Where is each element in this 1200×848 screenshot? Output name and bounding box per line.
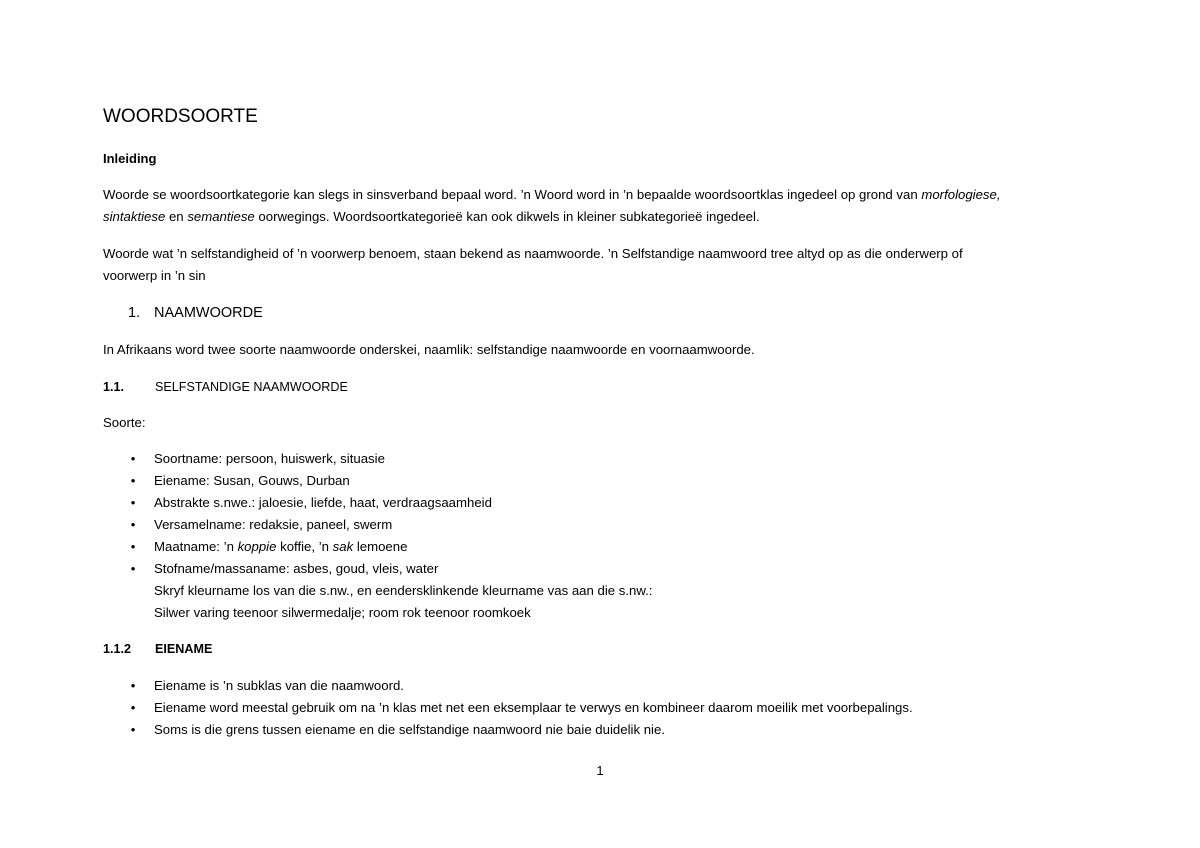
- page-number: 1: [596, 763, 604, 778]
- list-item-text: lemoene: [353, 539, 408, 554]
- section-title: NAAMWOORDE: [154, 305, 263, 321]
- list-item: [128, 536, 652, 558]
- list-item-text: Eiename word meestal gebruik om na ’n klas met net een eksemplaar te verwys en kombineer daarom moeilik met voorbepalings.: [154, 700, 913, 715]
- list-item-text: Eiename is ’n subklas van die naamwoord.: [154, 678, 404, 693]
- intro-p2-line-1: Woorde wat ’n selfstandigheid of ’n voorwerp benoem, staan bekend as naamwoorde. ’n Selfstandige naamwoord tree altyd op as die onderwerp of: [103, 246, 963, 261]
- intro-p1-line-1: [103, 184, 1001, 206]
- section-heading-naamwoorde: [128, 303, 263, 323]
- subsection-title: EIENAME: [155, 642, 213, 656]
- bullet-icon: •: [130, 678, 136, 693]
- soorte-list: [128, 448, 652, 624]
- kleurname-note: Skryf kleurname los van die s.nw., en eendersklinkende kleurname vas aan die s.nw.:: [154, 583, 653, 598]
- intro-p1-text: Woorde se woordsoortkategorie kan slegs in sinsverband bepaal word. ’n Woord word in ’n bepaalde woordsoortklas ingedeel op grond van: [103, 187, 922, 202]
- bullet-icon: •: [130, 561, 136, 576]
- list-item: [128, 719, 913, 741]
- subsection-heading-selfstandige: [103, 378, 348, 396]
- document-title: WOORDSOORTE: [103, 106, 258, 127]
- subsection-title: SELFSTANDIGE NAAMWOORDE: [155, 380, 348, 394]
- list-item-text: Versamelname: redaksie, paneel, swerm: [154, 517, 393, 532]
- bullet-icon: •: [130, 495, 136, 510]
- subsection-number: 1.1.: [103, 380, 125, 394]
- list-item: [128, 514, 652, 536]
- list-item-text: Eiename: Susan, Gouws, Durban: [154, 473, 350, 488]
- list-item-text: koffie, ’n: [276, 539, 333, 554]
- list-item: [128, 675, 913, 697]
- list-item-text: Stofname/massaname: asbes, goud, vleis, water: [154, 561, 439, 576]
- intro-heading: Inleiding: [103, 151, 157, 166]
- intro-p1-text: en: [165, 209, 188, 224]
- list-item-text: Abstrakte s.nwe.: jaloesie, liefde, haat, verdraagsaamheid: [154, 495, 492, 510]
- bullet-icon: •: [130, 473, 136, 488]
- intro-p1-text: oorwegings. Woordsoortkategorieë kan ook dikwels in kleiner subkategorieë ingedeel.: [254, 209, 760, 224]
- intro-p1-emphasis: semantiese: [187, 209, 255, 224]
- list-item-text: Maatname: ’n: [154, 539, 238, 554]
- intro-paragraph-1: [103, 184, 1001, 228]
- bullet-icon: •: [130, 451, 136, 466]
- bullet-icon: •: [130, 517, 136, 532]
- intro-p2-line-2: voorwerp in ’n sin: [103, 268, 206, 283]
- section-number: 1.: [128, 305, 141, 321]
- intro-p1-line-2: [103, 206, 1001, 228]
- section-1-text: In Afrikaans word twee soorte naamwoorde onderskei, naamlik: selfstandige naamwoorde en voornaamwoorde.: [103, 342, 755, 357]
- subsection-heading-eiename: [103, 640, 212, 658]
- list-item: [128, 697, 913, 719]
- eiename-list: [128, 675, 913, 741]
- intro-paragraph-2: [103, 243, 963, 287]
- kleurname-example: Silwer varing teenoor silwermedalje; room rok teenoor roomkoek: [154, 605, 531, 620]
- list-item: [128, 470, 652, 492]
- list-item: [128, 448, 652, 470]
- bullet-icon: •: [130, 700, 136, 715]
- bullet-icon: •: [130, 722, 136, 737]
- list-item: [128, 492, 652, 514]
- bullet-icon: •: [130, 539, 136, 554]
- soorte-label: Soorte:: [103, 415, 146, 430]
- list-item-emphasis: sak: [332, 539, 354, 554]
- list-item-text: Soortname: persoon, huiswerk, situasie: [154, 451, 385, 466]
- list-item: [128, 558, 652, 624]
- list-item-text: Soms is die grens tussen eiename en die selfstandige naamwoord nie baie duidelik nie.: [154, 722, 665, 737]
- list-item-emphasis: koppie: [237, 539, 277, 554]
- intro-p1-emphasis: sintaktiese: [103, 209, 166, 224]
- subsection-number: 1.1.2: [103, 642, 132, 656]
- intro-p1-emphasis: morfologiese,: [921, 187, 1001, 202]
